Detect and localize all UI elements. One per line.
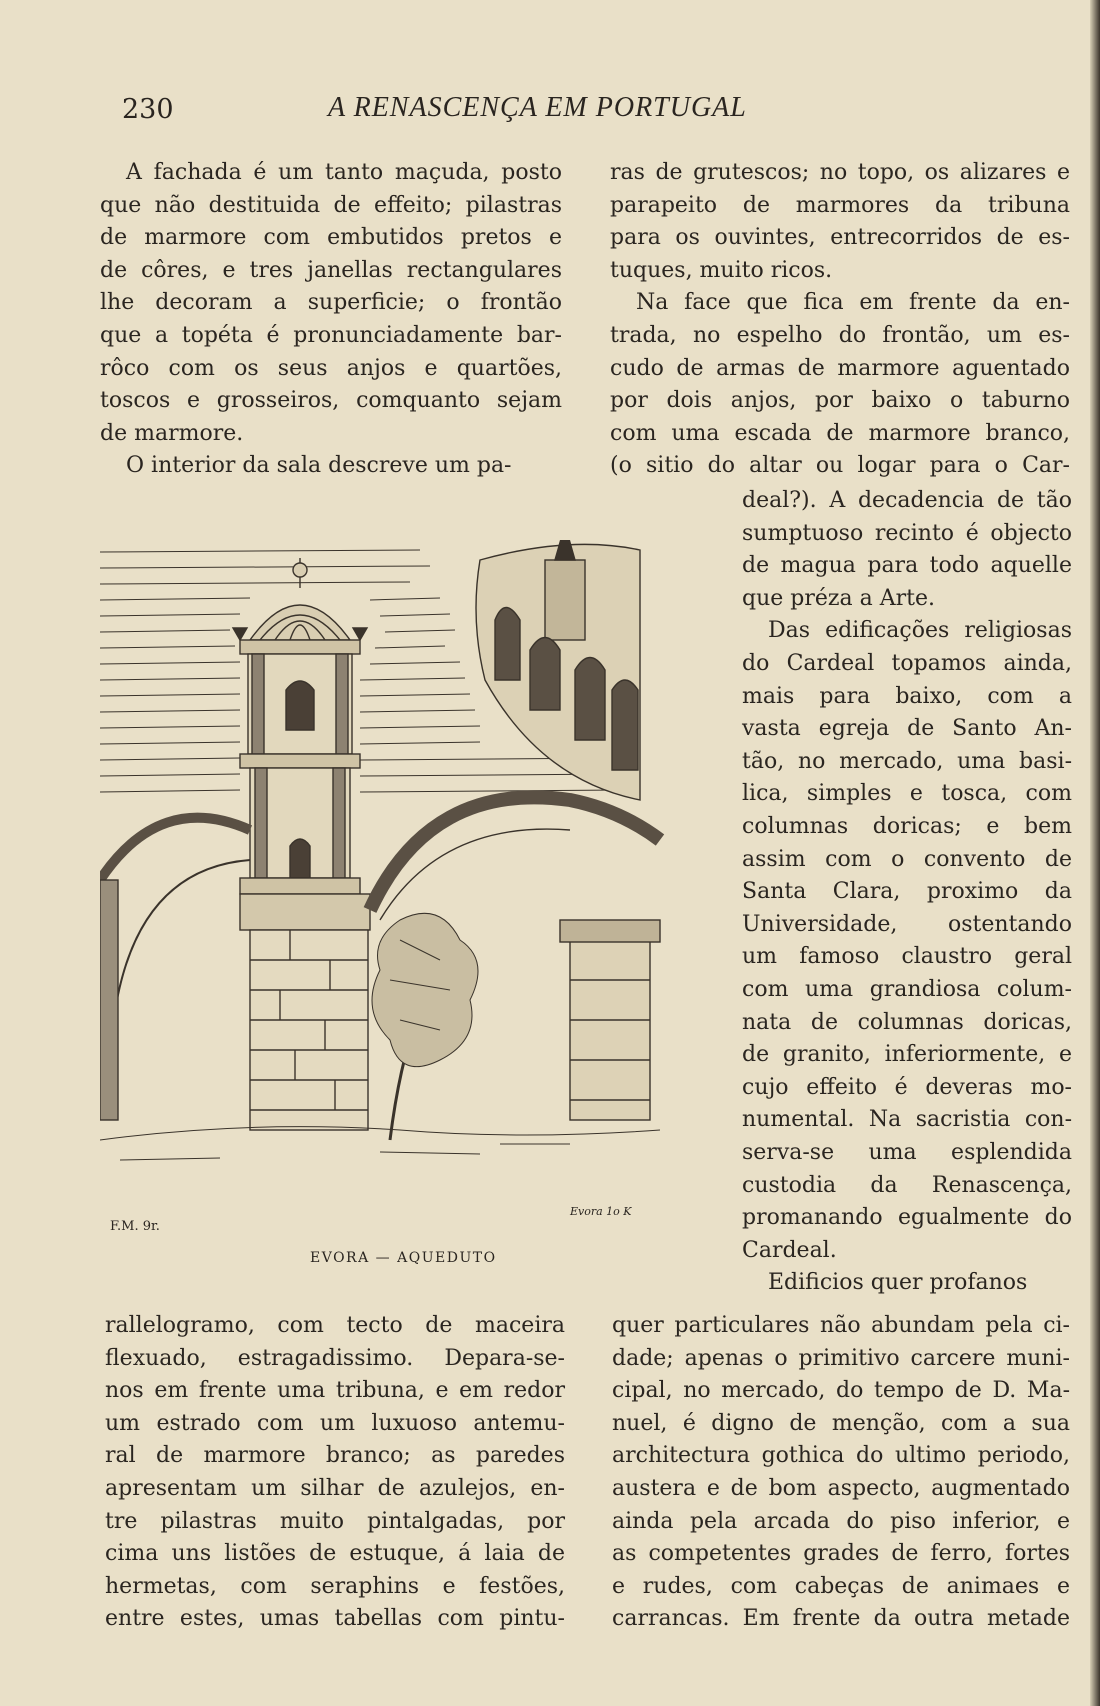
figure-caption: EVORA — AQUEDUTO [310, 1250, 497, 1266]
text-line: serva-se uma esplendida [742, 1140, 1072, 1165]
left-arch [100, 818, 250, 1120]
text-line: ainda pela arcada do piso inferior, e [612, 1508, 1070, 1534]
tower-dome [233, 558, 367, 654]
text-line: Cardeal. [742, 1237, 837, 1263]
text-line: numental. Na sacristia con- [742, 1107, 1072, 1133]
text-line: nos em frente uma tribuna, e em redor [105, 1378, 565, 1404]
text-line: sumptuoso recinto é objecto [742, 520, 1072, 546]
text-line: carrancas. Em frente da outra metade [612, 1606, 1070, 1632]
text-line: toscos e grosseiros, comquanto sejam [100, 388, 562, 414]
text-line: rallelogramo, com tecto de maceira [105, 1313, 565, 1338]
text-line: de côres, e tres janellas rectangulares [100, 257, 562, 283]
text-line: de magua para todo aquelle [742, 553, 1072, 579]
text-line: tre pilastras muito pintalgadas, por [105, 1508, 565, 1534]
aqueduct-illustration [100, 540, 695, 1235]
text-line: que préza a Arte. [742, 585, 935, 611]
text-line: dade; apenas o primitivo carcere muni- [612, 1345, 1070, 1371]
text-line: deal?). A decadencia de tão [742, 488, 1072, 513]
text-line: Na face que fica em frente da en- [636, 290, 1070, 316]
right-pier [560, 920, 660, 1120]
text-line: apresentam um silhar de azulejos, en- [105, 1476, 565, 1501]
text-line: Edificios quer profanos [768, 1270, 1028, 1296]
text-line: architectura gothica do ultimo periodo, [612, 1443, 1070, 1469]
running-header [118, 92, 1068, 132]
text-line: ras de grutescos; no topo, os alizares e [610, 160, 1070, 185]
text-line: um estrado com um luxuoso antemu- [105, 1410, 565, 1436]
text-line: columnas doricas; e bem [742, 814, 1072, 839]
text-line: tão, no mercado, uma basi- [742, 748, 1072, 774]
text-line: com uma grandiosa colum- [742, 977, 1072, 1002]
text-line: cudo de armas de marmore aguentado [610, 355, 1070, 381]
text-line: entre estes, umas tabellas com pintu- [105, 1606, 565, 1632]
text-line: do Cardeal topamos ainda, [742, 651, 1072, 676]
page-number: 230 [122, 94, 174, 125]
text-line: de marmore com embutidos pretos e [100, 225, 562, 251]
text-line: para os ouvintes, entrecorridos de es- [610, 225, 1070, 251]
text-line: nata de columnas doricas, [742, 1009, 1072, 1035]
text-line: e rudes, com cabeças de animaes e [612, 1573, 1070, 1599]
text-line: flexuado, estragadissimo. Depara-se- [105, 1345, 565, 1371]
tower-middle [240, 768, 360, 894]
text-line: rôco com os seus anjos e quartões, [100, 355, 562, 381]
text-line: A fachada é um tanto maçuda, posto [126, 160, 562, 185]
page-edge [1090, 0, 1100, 1706]
text-line: ral de marmore branco; as paredes [105, 1443, 565, 1469]
text-line: Das edificações religiosas [768, 618, 1072, 644]
text-line: hermetas, com seraphins e festões, [105, 1573, 565, 1599]
text-line: lhe decoram a superficie; o frontão [100, 290, 562, 316]
tower-base [240, 894, 370, 1130]
right-arch [370, 797, 660, 920]
text-line: Universidade, ostentando [742, 911, 1072, 937]
text-line: tuques, muito ricos. [610, 257, 833, 283]
text-line: cujo effeito é deveras mo- [742, 1074, 1072, 1100]
text-line: vasta egreja de Santo An- [742, 716, 1072, 742]
text-line: as competentes grades de ferro, fortes [612, 1541, 1070, 1567]
text-line: que a topéta é pronunciadamente bar- [100, 323, 562, 348]
text-line: que não destituida de effeito; pilastras [100, 192, 562, 218]
text-line: mais para baixo, com a [742, 683, 1072, 709]
tower-lantern [240, 654, 360, 768]
text-line: com uma escada de marmore branco, [610, 420, 1070, 446]
text-line: assim com o convento de [742, 846, 1072, 872]
running-title: A RENASCENÇA EM PORTUGAL [328, 92, 747, 123]
engraver-signature: Evora 1o K [570, 1205, 632, 1218]
text-line: cipal, no mercado, do tempo de D. Ma- [612, 1378, 1070, 1404]
text-line: de marmore. [100, 420, 244, 446]
text-line: austera e de bom aspecto, augmentado [612, 1476, 1070, 1501]
text-line: um famoso claustro geral [742, 944, 1072, 970]
text-line: cima uns listões de estuque, á laia de [105, 1541, 565, 1567]
text-line: por dois anjos, por baixo o taburno [610, 388, 1070, 414]
text-line: quer particulares não abundam pela ci- [612, 1313, 1070, 1338]
text-line: trada, no espelho do frontão, um es- [610, 323, 1070, 348]
inset-vignette [476, 540, 640, 800]
ground [100, 1127, 660, 1160]
artist-signature: F.M. 9r. [110, 1219, 160, 1234]
text-line: nuel, é digno de menção, com a sua [612, 1410, 1070, 1436]
text-line: promanando egualmente do [742, 1205, 1072, 1231]
tree [372, 913, 478, 1140]
text-line: custodia da Renascença, [742, 1172, 1072, 1198]
text-line: (o sitio do altar ou logar para o Car- [610, 453, 1070, 479]
text-line: O interior da sala descreve um pa- [126, 453, 512, 479]
text-line: parapeito de marmores da tribuna [610, 192, 1070, 218]
text-line: lica, simples e tosca, com [742, 781, 1072, 807]
text-line: Santa Clara, proximo da [742, 879, 1072, 905]
text-line: de granito, inferiormente, e [742, 1042, 1072, 1068]
